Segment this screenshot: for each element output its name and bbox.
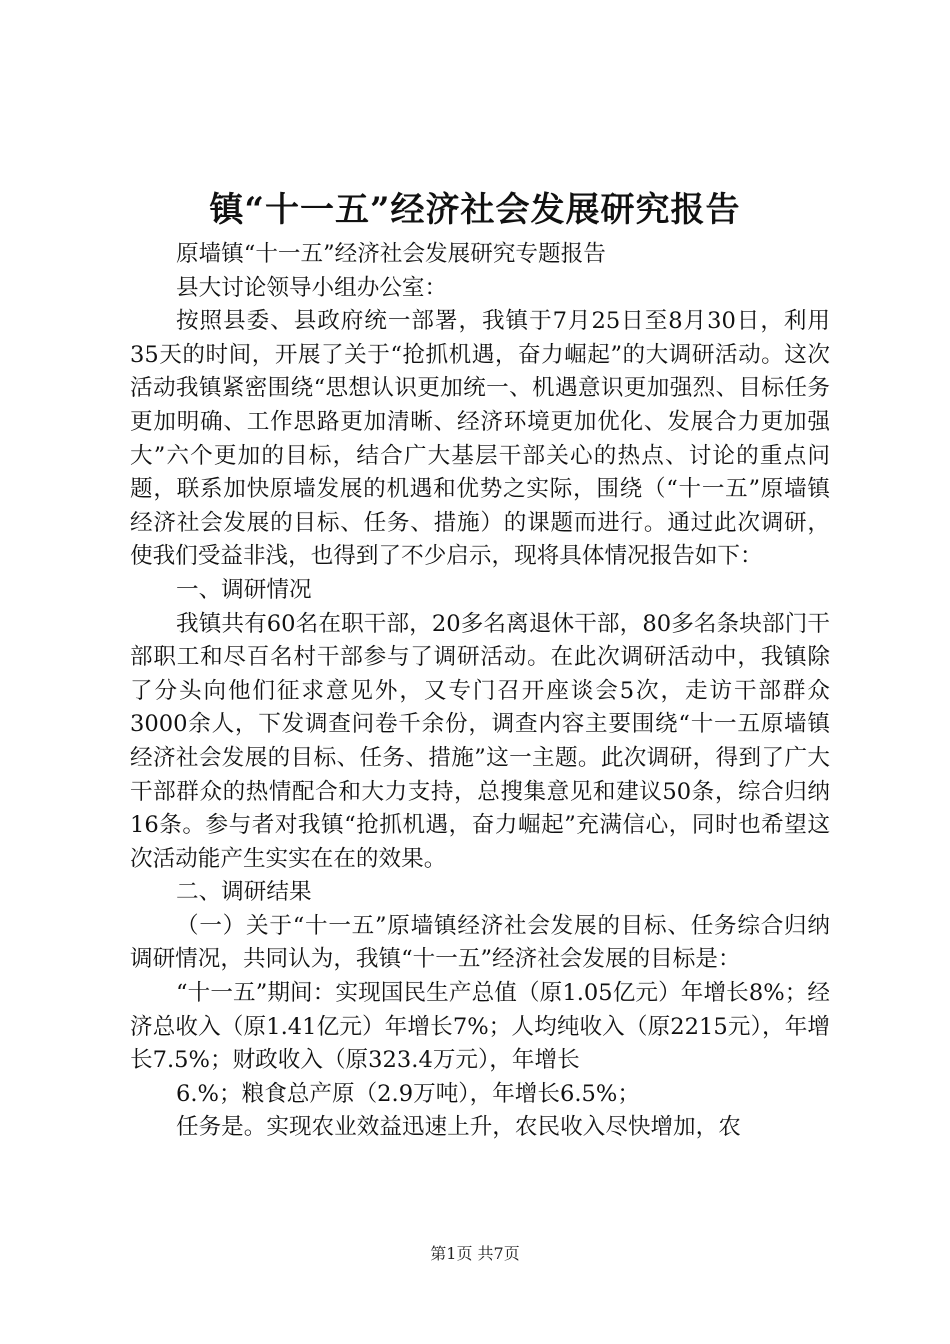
document-body xyxy=(130,238,830,1145)
page-footer: 第1页 共7页 xyxy=(430,1244,520,1263)
subtitle-paragraph: 原墙镇“十一五”经济社会发展研究专题报告 xyxy=(176,241,606,267)
survey-paragraph: 我镇共有60名在职干部，20多名离退休干部，80多名条块部门干部职工和尽百名村干部参与了调研活动。在此次调研活动中，我镇除了分头向他们征求意见外，又专门召开座谈会5次，走访干部群众3000余人，下发调查问卷千余份，调查内容主要围绕“十一五原墙镇经济社会发展的目标、任务、措施”这一主题。此次调研，得到了广大干部群众的热情配合和大力支持，总搜集意见和建议50条，综合归纳16条。参与者对我镇“抢抓机遇，奋力崛起”充满信心，同时也希望这次活动能产生实实在在的效果。 xyxy=(130,610,830,872)
targets-paragraph: “十一五”期间：实现国民生产总值（原1.05亿元）年增长8%；经济总收入（原1.41亿元）年增长7%；人均纯收入（原2215元），年增长7.5%；财政收入（原323.4万元），年增长 xyxy=(130,980,830,1074)
tasks-paragraph: 任务是。实现农业效益迅速上升，农民收入尽快增加，农 xyxy=(176,1114,741,1141)
targets-continued-paragraph: 6.%；粮食总产原（2.9万吨），年增长6.5%； xyxy=(176,1080,640,1107)
section-heading-2: 二、调研结果 xyxy=(176,879,312,906)
section-heading-1: 一、调研情况 xyxy=(176,576,312,603)
addressee-paragraph: 县大讨论领导小组办公室： xyxy=(176,274,448,301)
intro-paragraph: 按照县委、县政府统一部署，我镇于7月25日至8月30日，利用35天的时间，开展了关于“抢抓机遇，奋力崛起”的大调研活动。这次活动我镇紧密围绕“思想认识更加统一、机遇意识更加强烈、目标任务更加明确、工作思路更加清晰、经济环境更加优化、发展合力更加强大”六个更加的目标，结合广大基层干部关心的热点、讨论的重点问题，联系加快原墙发展的机遇和优势之实际，围绕（“十一五”原墙镇经济社会发展的目标、任务、措施）的课题而进行。通过此次调研，使我们受益非浅，也得到了不少启示，现将具体情况报告如下： xyxy=(130,308,830,570)
subsection-paragraph: （一）关于“十一五”原墙镇经济社会发展的目标、任务综合归纳调研情况，共同认为，我镇“十一五”经济社会发展的目标是： xyxy=(130,912,830,973)
document-title: 镇“十一五”经济社会发展研究报告 xyxy=(209,190,741,230)
